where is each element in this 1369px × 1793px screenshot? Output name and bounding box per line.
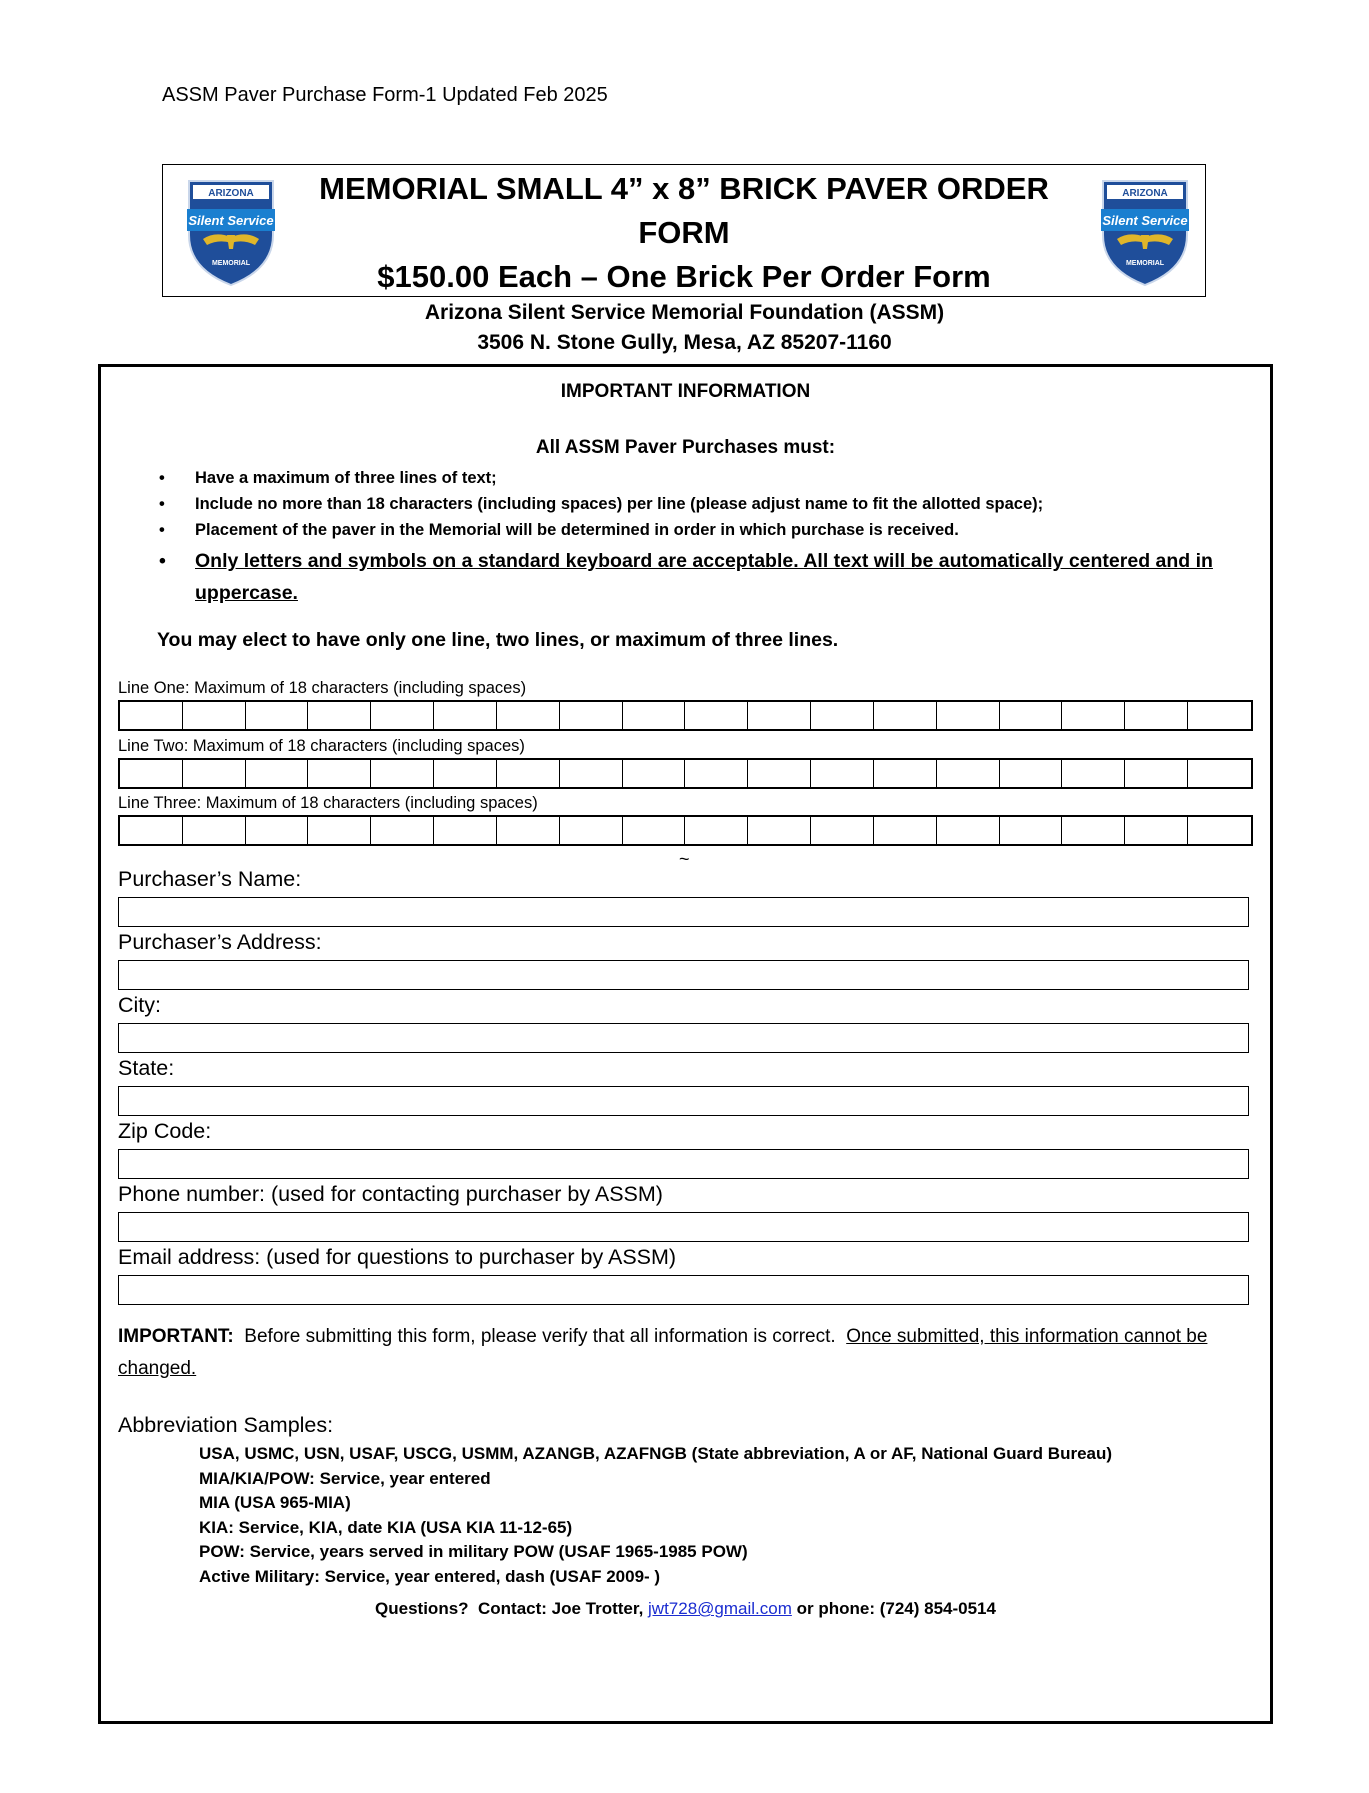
char-cell[interactable] bbox=[560, 702, 623, 729]
title-box bbox=[162, 164, 1206, 297]
bullet-icon: • bbox=[159, 550, 166, 572]
contact-phone: or phone: (724) 854-0514 bbox=[791, 1599, 996, 1618]
important-note-prefix: IMPORTANT: bbox=[118, 1326, 234, 1347]
order-form-box bbox=[98, 364, 1273, 1724]
abbreviation-item: Active Military: Service, year entered, dash (USAF 2009- ) bbox=[199, 1566, 661, 1586]
tilde-mark: ~ bbox=[679, 849, 690, 869]
char-cell[interactable] bbox=[183, 817, 246, 844]
silent-service-shield-logo bbox=[1099, 177, 1191, 289]
rule-item: • Only letters and symbols on a standard keyboard are acceptable. All text will be automatically centered and in uppercase. bbox=[159, 545, 1249, 609]
rule-item: • Have a maximum of three lines of text; bbox=[159, 465, 1249, 491]
char-cell[interactable] bbox=[497, 817, 560, 844]
line-three-char-grid bbox=[118, 815, 1253, 846]
char-cell[interactable] bbox=[685, 817, 748, 844]
char-cell[interactable] bbox=[308, 760, 371, 787]
char-cell[interactable] bbox=[748, 760, 811, 787]
abbreviation-item: USA, USMC, USN, USAF, USCG, USMM, AZANGB, AZAFNGB (State abbreviation, A or AF, National Guard Bureau) bbox=[199, 1444, 1113, 1463]
char-cell[interactable] bbox=[811, 817, 874, 844]
char-cell[interactable] bbox=[937, 760, 1000, 787]
abbreviation-item: POW: Service, years served in military POW (USAF 1965-1985 POW) bbox=[199, 1542, 748, 1561]
zip-code-label: Zip Code: bbox=[118, 1119, 212, 1143]
purchaser-name-input[interactable] bbox=[118, 897, 1249, 927]
char-cell[interactable] bbox=[623, 702, 686, 729]
char-cell[interactable] bbox=[560, 760, 623, 787]
char-cell[interactable] bbox=[308, 817, 371, 844]
line-election-note: You may elect to have only one line, two lines, or maximum of three lines. bbox=[157, 629, 839, 651]
organization-address: 3506 N. Stone Gully, Mesa, AZ 85207-1160 bbox=[477, 331, 892, 354]
char-cell[interactable] bbox=[497, 760, 560, 787]
phone-number-label: Phone number: (used for contacting purchaser by ASSM) bbox=[118, 1182, 663, 1206]
form-price-line: $150.00 Each – One Brick Per Order Form bbox=[377, 259, 991, 294]
rule-item: • Include no more than 18 characters (including spaces) per line (please adjust name to fit the allotted space); bbox=[159, 491, 1249, 517]
email-address-label: Email address: (used for questions to purchaser by ASSM) bbox=[118, 1245, 677, 1269]
purchaser-name-label: Purchaser’s Name: bbox=[118, 867, 302, 891]
char-cell[interactable] bbox=[246, 817, 309, 844]
char-cell[interactable] bbox=[434, 760, 497, 787]
char-cell[interactable] bbox=[1125, 817, 1188, 844]
line-two-char-grid bbox=[118, 758, 1253, 789]
form-title-line: FORM bbox=[638, 215, 730, 250]
svg-text:Silent Service: Silent Service bbox=[1102, 213, 1188, 228]
char-cell[interactable] bbox=[623, 817, 686, 844]
rules-list bbox=[159, 465, 1249, 609]
line-three-label: Line Three: Maximum of 18 characters (including spaces) bbox=[118, 794, 538, 812]
char-cell[interactable] bbox=[1125, 760, 1188, 787]
char-cell[interactable] bbox=[623, 760, 686, 787]
char-cell[interactable] bbox=[937, 702, 1000, 729]
char-cell[interactable] bbox=[874, 817, 937, 844]
bullet-icon: • bbox=[159, 521, 165, 539]
abbreviation-item: MIA (USA 965-MIA) bbox=[199, 1493, 351, 1512]
char-cell[interactable] bbox=[1000, 760, 1063, 787]
zip-code-input[interactable] bbox=[118, 1149, 1249, 1179]
bullet-icon: • bbox=[159, 495, 165, 513]
state-input[interactable] bbox=[118, 1086, 1249, 1116]
svg-text:Silent Service: Silent Service bbox=[188, 213, 274, 228]
organization-name: Arizona Silent Service Memorial Foundation (ASSM) bbox=[424, 301, 945, 324]
char-cell[interactable] bbox=[1188, 817, 1251, 844]
char-cell[interactable] bbox=[1062, 702, 1125, 729]
important-note-text: Before submitting this form, please verify that all information is correct. bbox=[233, 1326, 847, 1347]
silent-service-shield-logo bbox=[185, 177, 277, 289]
email-address-input[interactable] bbox=[118, 1275, 1249, 1305]
char-cell[interactable] bbox=[371, 817, 434, 844]
form-title-line: MEMORIAL SMALL 4” x 8” BRICK PAVER ORDER bbox=[319, 171, 1049, 206]
char-cell[interactable] bbox=[1125, 702, 1188, 729]
line-one-char-grid bbox=[118, 700, 1253, 731]
purchaser-address-input[interactable] bbox=[118, 960, 1249, 990]
svg-text:MEMORIAL: MEMORIAL bbox=[211, 260, 251, 267]
char-cell[interactable] bbox=[874, 760, 937, 787]
city-input[interactable] bbox=[118, 1023, 1249, 1053]
contact-prefix: Questions? Contact: Joe Trotter, bbox=[375, 1599, 649, 1618]
char-cell[interactable] bbox=[1062, 760, 1125, 787]
char-cell[interactable] bbox=[811, 702, 874, 729]
char-cell[interactable] bbox=[371, 760, 434, 787]
important-info-heading: IMPORTANT INFORMATION bbox=[560, 381, 811, 402]
svg-text:MEMORIAL: MEMORIAL bbox=[1125, 260, 1165, 267]
char-cell[interactable] bbox=[1188, 702, 1251, 729]
abbreviation-item: MIA/KIA/POW: Service, year entered bbox=[199, 1468, 491, 1488]
char-cell[interactable] bbox=[1000, 702, 1063, 729]
char-cell[interactable] bbox=[120, 702, 183, 729]
abbreviation-heading: Abbreviation Samples: bbox=[118, 1413, 334, 1437]
char-cell[interactable] bbox=[120, 760, 183, 787]
char-cell[interactable] bbox=[434, 702, 497, 729]
char-cell[interactable] bbox=[246, 760, 309, 787]
char-cell[interactable] bbox=[497, 702, 560, 729]
abbreviation-list bbox=[199, 1442, 1112, 1589]
contact-info bbox=[101, 1599, 1270, 1619]
purchaser-address-label: Purchaser’s Address: bbox=[118, 930, 322, 954]
char-cell[interactable] bbox=[811, 760, 874, 787]
char-cell[interactable] bbox=[434, 817, 497, 844]
bullet-icon: • bbox=[159, 469, 165, 487]
line-one-label: Line One: Maximum of 18 characters (including spaces) bbox=[118, 679, 527, 697]
document-header: ASSM Paver Purchase Form-1 Updated Feb 2025 bbox=[162, 84, 608, 106]
phone-number-input[interactable] bbox=[118, 1212, 1249, 1242]
contact-email-link[interactable]: jwt728@gmail.com bbox=[648, 1599, 792, 1618]
char-cell[interactable] bbox=[748, 817, 811, 844]
important-note-warning: Once submitted, this information cannot be changed. bbox=[118, 1326, 1208, 1379]
char-cell[interactable] bbox=[120, 817, 183, 844]
char-cell[interactable] bbox=[246, 702, 309, 729]
city-label: City: bbox=[118, 993, 161, 1017]
char-cell[interactable] bbox=[183, 702, 246, 729]
char-cell[interactable] bbox=[937, 817, 1000, 844]
char-cell[interactable] bbox=[308, 702, 371, 729]
state-label: State: bbox=[118, 1056, 175, 1080]
char-cell[interactable] bbox=[748, 702, 811, 729]
form-title bbox=[283, 167, 1085, 299]
char-cell[interactable] bbox=[371, 702, 434, 729]
rule-item: • Placement of the paver in the Memorial will be determined in order in which purchase is received. bbox=[159, 517, 1249, 543]
abbreviation-item: KIA: Service, KIA, date KIA (USA KIA 11-12-65) bbox=[199, 1517, 573, 1537]
char-cell[interactable] bbox=[874, 702, 937, 729]
line-two-label: Line Two: Maximum of 18 characters (including spaces) bbox=[118, 737, 525, 755]
important-note bbox=[118, 1321, 1228, 1385]
char-cell[interactable] bbox=[1188, 760, 1251, 787]
char-cell[interactable] bbox=[685, 760, 748, 787]
char-cell[interactable] bbox=[685, 702, 748, 729]
char-cell[interactable] bbox=[1000, 817, 1063, 844]
char-cell[interactable] bbox=[183, 760, 246, 787]
char-cell[interactable] bbox=[560, 817, 623, 844]
rules-intro: All ASSM Paver Purchases must: bbox=[535, 437, 836, 458]
char-cell[interactable] bbox=[1062, 817, 1125, 844]
svg-text:ARIZONA: ARIZONA bbox=[208, 188, 254, 199]
svg-text:ARIZONA: ARIZONA bbox=[1122, 188, 1168, 199]
